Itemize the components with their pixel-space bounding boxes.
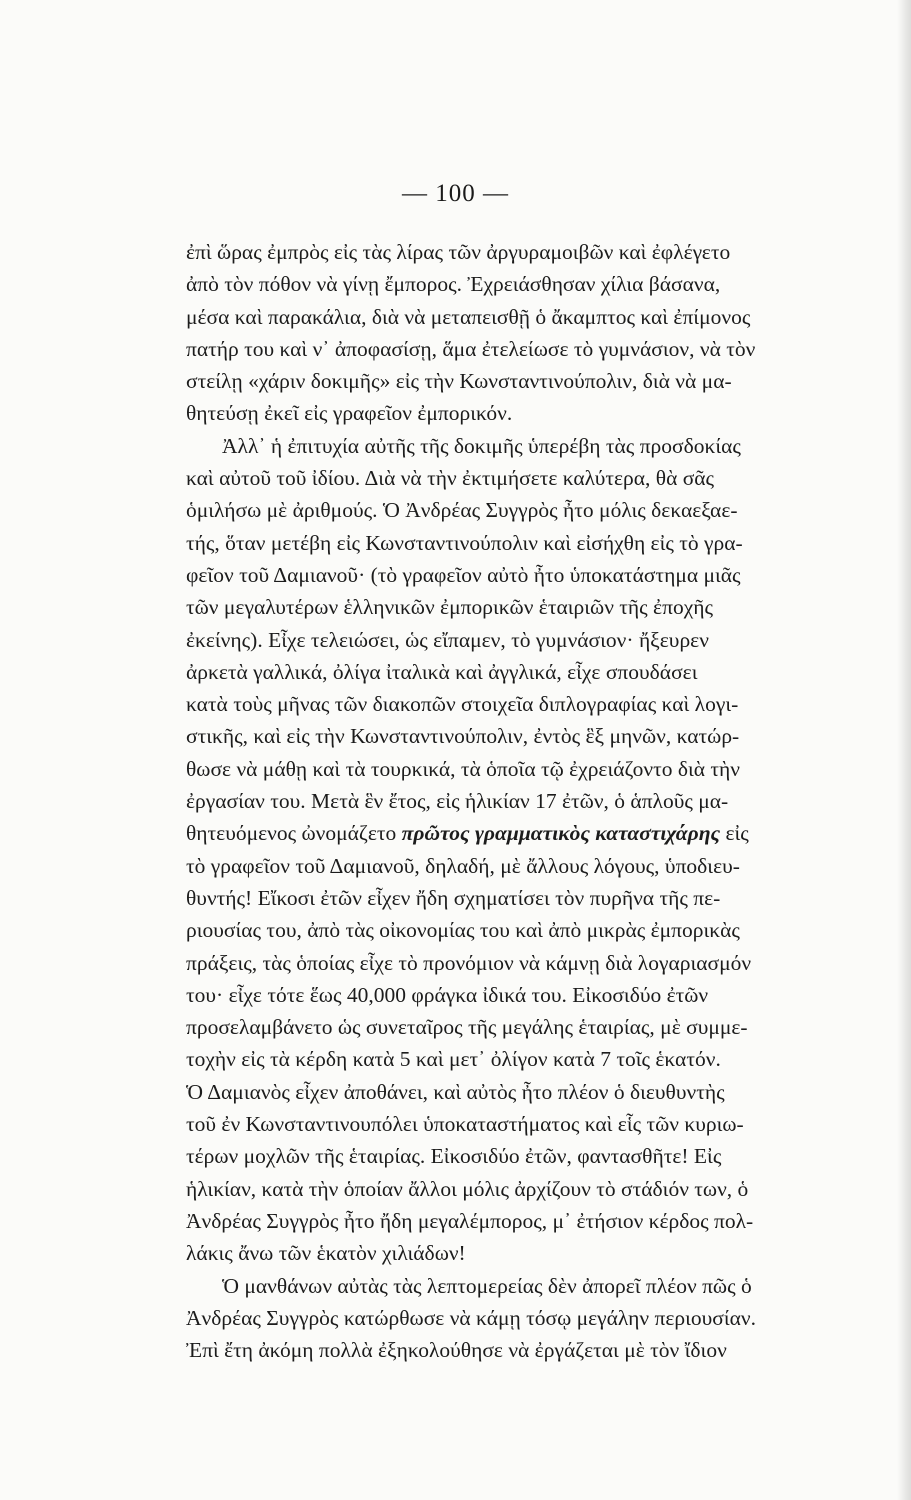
text-line: ριουσίας του, ἀπὸ τὰς οἰκονομίας του καὶ ἀπὸ μικρὰς ἐμπορικὰς — [186, 918, 740, 943]
text-line: ἐκείνης). Εἶχε τελειώσει, ὡς εἴπαμεν, τὸ γυμνάσιον· ἤξευρεν — [186, 627, 709, 652]
emphasis-line-after: εἰς — [720, 821, 749, 846]
text-line: καὶ αὐτοῦ τοῦ ἰδίου. Διὰ νὰ τὴν ἐκτιμήσετε καλύτερα, θὰ σᾶς — [186, 466, 715, 491]
text-line: μέσα καὶ παρακάλια, διὰ νὰ μεταπεισθῇ ὁ ἄκαμπτος καὶ ἐπίμονος — [186, 304, 751, 329]
text-line: στείλῃ «χάριν δοκιμῆς» εἰς τὴν Κωνσταντινούπολιν, διὰ νὰ μα- — [186, 369, 732, 394]
page-number: — 100 — — [402, 180, 509, 207]
text-line: προσελαμβάνετο ὡς συνεταῖρος τῆς μεγάλης ἑταιρίας, μὲ συμμε- — [186, 1015, 748, 1040]
text-line: τοῦ ἐν Κωνσταντινουπόλει ὑποκαταστήματος καὶ εἷς τῶν κυριω- — [186, 1112, 744, 1137]
text-line: στικῆς, καὶ εἰς τὴν Κωνσταντινούπολιν, ἐντὸς ἓξ μηνῶν, κατώρ- — [186, 724, 740, 749]
text-line: λάκις ἄνω τῶν ἑκατὸν χιλιάδων! — [186, 1241, 466, 1266]
text-line: πατήρ του καὶ ν᾽ ἀποφασίσῃ, ἅμα ἐτελείωσε τὸ γυμνάσιον, νὰ τὸν — [186, 336, 756, 361]
emphasis-line — [186, 817, 904, 849]
text-line: Ἐπὶ ἔτη ἀκόμη πολλὰ ἐξηκολούθησε νὰ ἐργάζεται μὲ τὸν ἴδιον — [186, 1338, 727, 1363]
text-line: ἀπὸ τὸν πόθον νὰ γίνῃ ἔμπορος. Ἐχρειάσθησαν χίλια βάσανα, — [186, 272, 721, 297]
text-line: Ἀνδρέας Συγγρὸς κατώρθωσε νὰ κάμῃ τόσῳ μεγάλην περιουσίαν. — [186, 1305, 757, 1330]
text-line: ὁμιλήσω μὲ ἀριθμούς. Ὁ Ἀνδρέας Συγγρὸς ἦτο μόλις δεκαεξαε- — [186, 498, 738, 523]
text-line: ἐργασίαν του. Μετὰ ἓν ἔτος, εἰς ἡλικίαν 17 ἐτῶν, ὁ ἁπλοῦς μα- — [186, 789, 729, 814]
body-text — [186, 236, 904, 1366]
text-line: τέρων μοχλῶν τῆς ἑταιρίας. Εἰκοσιδύο ἐτῶν, φαντασθῆτε! Εἰς — [186, 1144, 722, 1169]
text-line: φεῖον τοῦ Δαμιανοῦ· (τὸ γραφεῖον αὐτὸ ἦτο ὑποκατάστημα μιᾶς — [186, 562, 741, 587]
text-line: τὸ γραφεῖον τοῦ Δαμιανοῦ, δηλαδή, μὲ ἄλλους λόγους, ὑποδιευ- — [186, 853, 740, 878]
paragraph-start-line: Ἀλλ᾽ ἡ ἐπιτυχία αὐτῆς τῆς δοκιμῆς ὑπερέβη τὰς προσδοκίας — [222, 433, 741, 458]
text-line: θυντής! Εἴκοσι ἐτῶν εἶχεν ἤδη σχηματίσει τὸν πυρῆνα τῆς πε- — [186, 885, 721, 910]
bold-title-phrase: πρῶτος γραμματικὸς καταστιχάρης — [401, 821, 721, 846]
emphasis-line-before: θητευόμενος ὠνομάζετο — [186, 821, 402, 846]
text-line: ἐπὶ ὥρας ἐμπρὸς εἰς τὰς λίρας τῶν ἀργυραμοιβῶν καὶ ἐφλέγετο — [186, 240, 731, 264]
text-line: τῶν μεγαλυτέρων ἑλληνικῶν ἐμπορικῶν ἑταιριῶν τῆς ἐποχῆς — [186, 595, 713, 620]
text-line: θωσε νὰ μάθῃ καὶ τὰ τουρκικά, τὰ ὁποῖα τῷ ἐχρειάζοντο διὰ τὴν — [186, 756, 741, 781]
text-line: τοχὴν εἰς τὰ κέρδη κατὰ 5 καὶ μετ᾽ ὀλίγον κατὰ 7 τοῖς ἑκατόν. — [186, 1047, 721, 1072]
text-line: ἡλικίαν, κατὰ τὴν ὁποίαν ἄλλοι μόλις ἀρχίζουν τὸ στάδιόν των, ὁ — [186, 1176, 749, 1201]
page-edge-shadow — [897, 0, 911, 1500]
text-line: Ἀνδρέας Συγγρὸς ἦτο ἤδη μεγαλέμπορος, μ᾽ ἐτήσιον κέρδος πολ- — [186, 1208, 754, 1233]
text-line: θητεύσῃ ἐκεῖ εἰς γραφεῖον ἐμπορικόν. — [186, 401, 513, 426]
paragraph-start-line: Ὁ μανθάνων αὐτὰς τὰς λεπτομερείας δὲν ἀπορεῖ πλέον πῶς ὁ — [222, 1273, 752, 1298]
text-line: κατὰ τοὺς μῆνας τῶν διακοπῶν στοιχεῖα διπλογραφίας καὶ λογι- — [186, 692, 739, 717]
text-line: του· εἶχε τότε ἕως 40,000 φράγκα ἰδικά του. Εἰκοσιδύο ἐτῶν — [186, 982, 709, 1007]
text-line: πράξεις, τὰς ὁποίας εἶχε τὸ προνόμιον νὰ κάμνῃ διὰ λογαριασμόν — [186, 950, 752, 975]
text-line: τής, ὅταν μετέβη εἰς Κωνσταντινούπολιν καὶ εἰσήχθη εἰς τὸ γρα- — [186, 530, 743, 555]
text-line: ἀρκετὰ γαλλικά, ὀλίγα ἰταλικὰ καὶ ἀγγλικά, εἶχε σπουδάσει — [186, 659, 698, 684]
text-line: Ὁ Δαμιανὸς εἶχεν ἀποθάνει, καὶ αὐτὸς ἦτο πλέον ὁ διευθυντὴς — [186, 1079, 725, 1104]
